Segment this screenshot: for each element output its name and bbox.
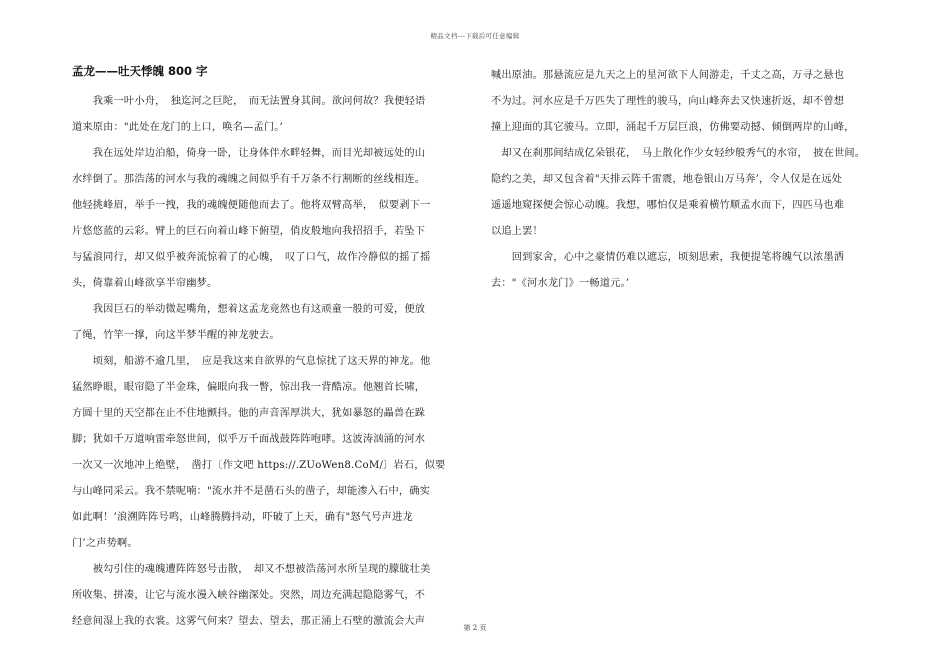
text-line: 我在远处岸边泊船，倚身一卧，让身体伴水畔轻舞，而目光却被远处的山 bbox=[72, 148, 426, 159]
text-line: 水绊倒了。那浩荡的河水与我的魂魄之间似乎有千万条不行割断的丝线相连。 bbox=[72, 174, 426, 185]
text-line: 他轻挑峰眉，举手一拽，我的魂魄便随他而去了。他将双臂高举， 似要剥下一 bbox=[72, 200, 431, 211]
text-line: 遥遥地窥探便会惊心动魄。我想，哪怕仅是乘着横竹顺孟水而下，四匹马也难 bbox=[491, 200, 845, 211]
text-line: 如此啊！’浪溯阵阵号鸣，山峰腾腾抖动，吓破了上天，确有"怒气号声进龙 bbox=[72, 512, 413, 523]
text-line: 与猛浪同行，却又似乎被奔流惊着了的心魄， 叹了口气，故作冷静似的摇了摇 bbox=[72, 252, 431, 263]
right-column bbox=[491, 63, 883, 297]
text-line: 所收集、拼凑，让它与流水漫入峡谷幽深处。突然，周边充满起隐隐雾气，不 bbox=[72, 590, 426, 601]
text-line: 道来原由："此处在龙门的上口，唤名—孟门。’ bbox=[72, 122, 283, 133]
text-line: 被勾引住的魂魄遭阵阵怒号击散， 却又不想被浩荡河水所呈现的朦胧壮美 bbox=[72, 564, 431, 575]
text-line: 撞上迎面的其它骏马。立即，涌起千万层巨浪，仿佛要动撼、倾倒两岸的山峰， bbox=[491, 122, 855, 133]
text-line: 方圆十里的天空都在止不住地颤抖。他的声音浑厚洪大，犹如暴怒的畾兽在跺 bbox=[72, 408, 426, 419]
text-line: 脚；犹如千万道响雷牵怒世间，似乎万千面战鼓阵阵咆哮。这波涛汹涌的河水 bbox=[72, 434, 426, 445]
text-line: 却又在刹那间结成亿朵银花， 马上散化作少女轻纱般秀气的水帘， 披在世间。 bbox=[491, 148, 866, 159]
text-line: 以追上罢！ bbox=[491, 226, 543, 237]
text-line: 经意间湿上我的衣裳。这雾气何来？望去、望去，那正涌上石壁的激流会大声 bbox=[72, 616, 426, 627]
left-column bbox=[72, 89, 462, 635]
text-line: 猛然睁眼，眼帘隐了半金珠，偏眼向我一瞥，惊出我一背酷凉。他翘首长啸， bbox=[72, 382, 426, 393]
text-line: 头，倚靠着山峰欲享半帘幽梦。 bbox=[72, 278, 218, 289]
text-line: 了绳，竹竿一撑，向这半梦半醒的神龙驶去。 bbox=[72, 330, 280, 341]
text-line: 回到家舍，心中之豪情仍难以遮忘，顷刻思索，我便提笔将魄气以浓墨洒 bbox=[491, 252, 845, 263]
text-line: 片悠悠蓝的云彩。臂上的巨石向着山峰下俯望，俏皮般地向我招招手，若坠下 bbox=[72, 226, 426, 237]
text-line: 我乘一叶小舟， 独迄河之巨陀， 而无法置身其间。欲问何故？我便轻语 bbox=[72, 96, 426, 107]
text-line: 不为过。河水应是千万匹失了理性的骏马，向山峰奔去又快速折返，却不曾想 bbox=[491, 96, 845, 107]
text-line: 喊出原油。那悬流应是九天之上的星河欲下人间游走，千丈之高，万寻之悬也 bbox=[491, 70, 845, 81]
text-line: 一次又一次地冲上绝壁， 凿打〔作文吧 https://.ZUoWen8.CoM/〕岩石，似要 bbox=[72, 460, 446, 471]
text-line: 去："《河水龙门》一畅道元。’ bbox=[491, 278, 630, 289]
page-number: 第 2 页 bbox=[463, 624, 487, 632]
text-line: 隐约之美，却又包含着"天排云阵千雷震，地卷银山万马奔’，令人仅是在远处 bbox=[491, 174, 843, 185]
page-title: 孟龙——吐天悸魄 800 字 bbox=[72, 64, 208, 78]
text-line: 门’之声势啊。 bbox=[72, 538, 138, 549]
text-line: 我因巨石的举动微起嘴角，想着这孟龙竟然也有这顽童一般的可爱，便放 bbox=[72, 304, 426, 315]
text-line: 顷刻，船游不逾几里， 应是我这来自欲界的气息惊扰了这天界的神龙。他 bbox=[72, 356, 431, 367]
text-line: 与山峰同采云。我不禁呢喃："流水并不是凿石头的凿子，却能渗入石中，确实 bbox=[72, 486, 431, 497]
header-note: 精品文档---下载后可任意编辑 bbox=[430, 32, 520, 40]
